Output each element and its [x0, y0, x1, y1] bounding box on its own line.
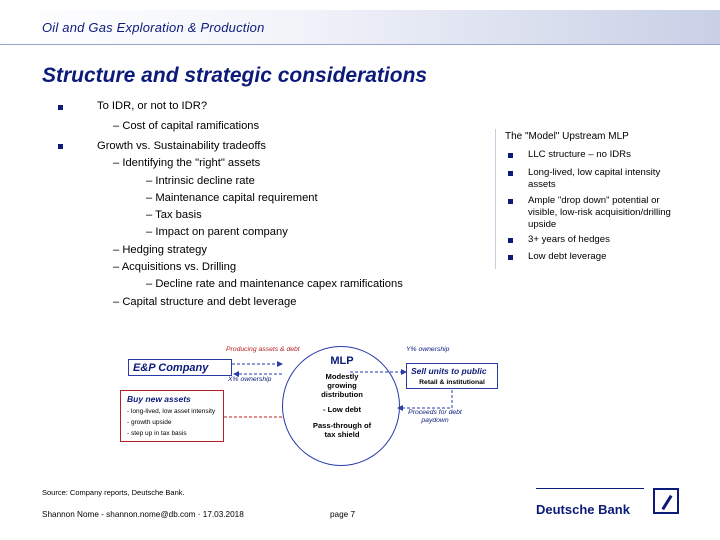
ep-company-box: E&P Company — [128, 359, 232, 376]
sub-sub-bullet-decline: – Decline rate and maintenance capex ramifications — [146, 278, 403, 290]
bullet-square — [58, 105, 63, 110]
mlp-text: tax shield — [324, 430, 360, 439]
model-item: Low debt leverage — [528, 251, 607, 262]
sub-bullet-capital: – Capital structure and debt leverage — [113, 296, 297, 308]
proceeds-label: Proceeds for debt paydown — [408, 409, 462, 424]
mlp-text: Pass-through of — [312, 421, 372, 430]
page-title: Structure and strategic considerations — [42, 64, 428, 87]
footer-page-number: page 7 — [330, 510, 356, 519]
sub-sub-bullet-impact: – Impact on parent company — [146, 226, 288, 238]
y-ownership-label: Y% ownership — [406, 346, 450, 353]
producing-assets-label: Producing assets & debt — [226, 346, 300, 353]
mlp-structure-diagram — [110, 342, 580, 472]
sub-bullet-acquisitions: – Acquisitions vs. Drilling — [113, 261, 237, 273]
model-mlp-title: The "Model" Upstream MLP — [505, 131, 629, 142]
bullet-square — [508, 199, 513, 204]
sub-sub-bullet-tax: – Tax basis — [146, 209, 202, 221]
header-title: Oil and Gas Exploration & Production — [42, 20, 265, 35]
mlp-text: distribution — [321, 390, 363, 399]
sell-units-box — [406, 363, 498, 389]
model-item: Ample "drop down" potential or visible, low-risk acquisition/drilling upside — [528, 195, 671, 230]
bullet-square — [508, 153, 513, 158]
bullet-square — [508, 255, 513, 260]
buy-item: - step up in tax basis — [127, 430, 187, 437]
buy-new-assets-title: Buy new assets — [127, 394, 191, 404]
sell-units-title: Sell units to public — [411, 366, 487, 376]
model-item: 3+ years of hedges — [528, 234, 610, 245]
retail-institutional-label: Retail & institutional — [419, 379, 485, 386]
deutsche-bank-logo-icon — [653, 488, 679, 514]
model-item: LLC structure – no IDRs — [528, 149, 631, 160]
bullet-square — [508, 238, 513, 243]
source-note: Source: Company reports, Deutsche Bank. — [42, 488, 185, 497]
header-divider — [0, 44, 720, 45]
mlp-text: Modestly — [325, 372, 359, 381]
sub-bullet-hedging: – Hedging strategy — [113, 244, 207, 256]
buy-item: - growth upside — [127, 419, 172, 426]
buy-item: - long-lived, low asset intensity — [127, 408, 216, 415]
model-item: Long-lived, low capital intensity assets — [528, 167, 661, 190]
sub-sub-bullet-maintenance: – Maintenance capital requirement — [146, 192, 318, 204]
footer-author: Shannon Nome - shannon.nome@db.com · 17.03.2018 — [42, 510, 244, 519]
mlp-ellipse — [282, 346, 400, 466]
bullet-square — [508, 171, 513, 176]
buy-new-assets-box — [120, 390, 224, 442]
mlp-text: growing — [327, 381, 357, 390]
deutsche-bank-wordmark: Deutsche Bank — [536, 502, 630, 517]
footer-rule — [536, 488, 644, 489]
sub-sub-bullet-intrinsic: – Intrinsic decline rate — [146, 175, 255, 187]
bullet-square — [58, 144, 63, 149]
bullet-idr: To IDR, or not to IDR? — [97, 100, 208, 112]
sub-bullet-identifying: – Identifying the "right" assets — [113, 157, 261, 169]
model-mlp-box — [495, 129, 696, 269]
bullet-growth: Growth vs. Sustainability tradeoffs — [97, 140, 266, 152]
mlp-text: - Low debt — [323, 405, 361, 414]
sub-bullet-cost: – Cost of capital ramifications — [113, 120, 260, 132]
mlp-label: MLP — [330, 355, 354, 367]
x-ownership-label: X% ownership — [228, 376, 272, 383]
